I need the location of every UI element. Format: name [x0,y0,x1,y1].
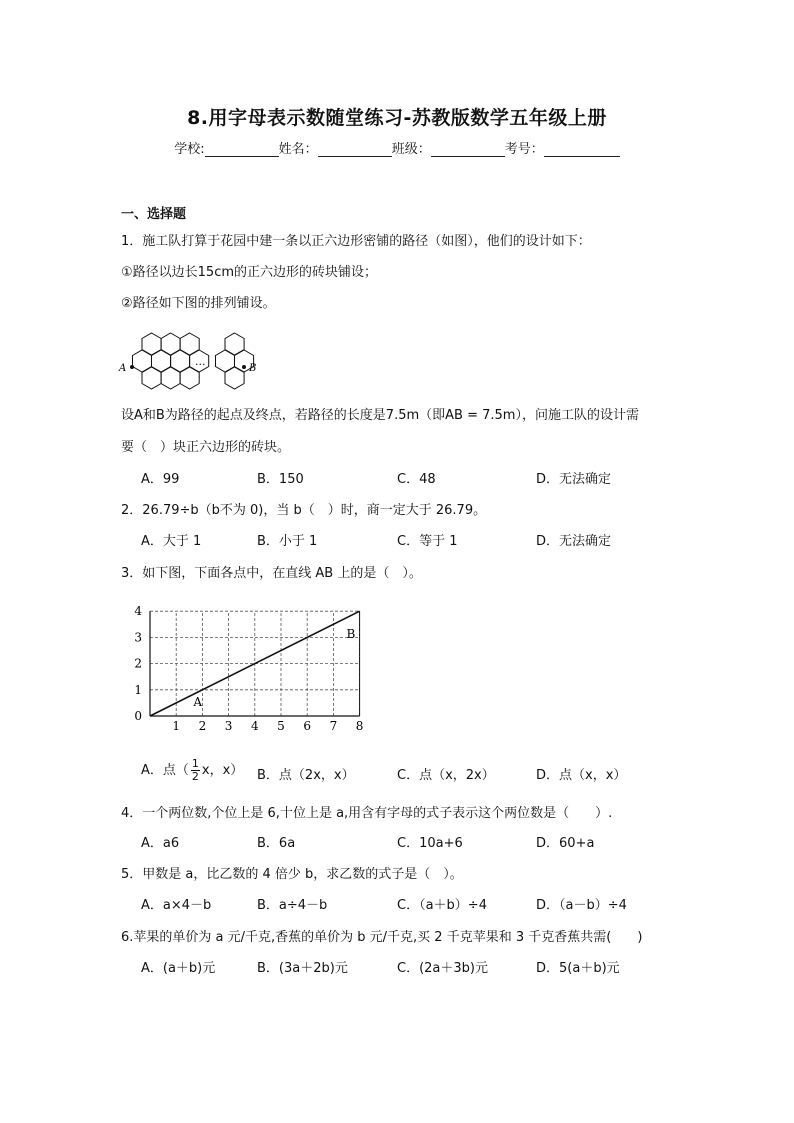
q3-option-b[interactable]: B．点（2x，x） [257,768,355,783]
y-tick-label: 4 [134,604,142,619]
q4-option-d[interactable]: D．60+a [536,836,595,851]
section-heading: 一、选择题 [121,207,187,222]
q6-option-a[interactable]: A．(a＋b)元 [141,961,216,976]
q1-option-c[interactable]: C．48 [397,472,436,487]
hexagon-tile [142,367,161,389]
y-tick-label: 3 [134,630,142,645]
q6-option-d[interactable]: D．5(a＋b)元 [536,961,620,976]
x-tick-label: 8 [355,719,364,733]
point-a-label: A [193,694,203,709]
q1-line3: 设A和B为路径的起点及终点，若路径的长度是7.5m（即AB = 7.5m），问施工队的设计需 [121,408,639,423]
q1-option-d[interactable]: D．无法确定 [536,472,612,487]
point-b-label: B [346,626,356,641]
q1-line4: 要（ ）块正六边形的砖块。 [121,440,291,455]
q1-line2: ②路径如下图的排列铺设。 [121,296,276,311]
q3-stem: 3．如下图，下面各点中，在直线 AB 上的是（ ）。 [121,566,422,581]
q5-option-c[interactable]: C．（a＋b）÷4 [397,898,487,913]
hexagon-tile [225,367,244,389]
q1-stem: 1．施工队打算于花园中建一条以正六边形密铺的路径（如图），他们的设计如下： [121,234,591,249]
hexagon-tiles [133,333,257,389]
q5-stem: 5．甲数是 a，比乙数的 4 倍少 b，求乙数的式子是（ ）。 [121,867,463,882]
q3-option-a-prefix: A．点（ [141,763,189,778]
y-tick-label: 0 [134,709,142,723]
point-a-dot [130,365,134,369]
q5-option-b[interactable]: B．a÷4－b [257,898,328,913]
x-tick-label: 1 [172,719,181,733]
class-blank[interactable] [431,142,505,157]
y-tick-label: 1 [134,682,142,697]
x-tick-label: 6 [303,719,312,733]
x-tick-label: 4 [250,719,259,733]
number-label: 考号： [504,142,544,157]
q4-stem: 4．一个两位数,个位上是 6,十位上是 a,用含有字母的式子表示这个两位数是（ ）. [121,806,613,821]
q2-option-d[interactable]: D．无法确定 [536,534,612,549]
q2-option-a[interactable]: A．大于 1 [141,534,202,549]
school-label: 学校: [174,142,205,157]
class-label: 班级： [391,142,431,157]
q6-option-c[interactable]: C．(2a＋3b)元 [397,961,488,976]
hexagon-path-figure [118,330,268,394]
q2-stem: 2．26.79÷b（b不为 0)，当 b（ ）时，商一定大于 26.79。 [121,503,487,518]
school-blank[interactable] [205,142,279,157]
q6-option-b[interactable]: B．(3a＋2b)元 [257,961,348,976]
number-blank[interactable] [544,142,620,157]
q2-option-c[interactable]: C．等于 1 [397,534,458,549]
x-tick-label: 5 [277,719,285,733]
q3-option-a-suffix: x，x） [201,763,244,778]
q5-option-a[interactable]: A．a×4－b [141,898,212,913]
q3-option-c[interactable]: C．点（x，2x） [397,768,495,783]
point-b-dot [242,365,246,369]
name-label: 姓名： [278,142,318,157]
student-info-line [0,138,794,157]
page-title: 8.用字母表示数随堂练习-苏教版数学五年级上册 [187,107,607,129]
q1-line1: ①路径以边长15cm的正六边形的砖块铺设； [121,265,378,280]
fraction-denominator: 2 [191,770,199,783]
hexagon-tile [161,367,180,389]
q4-option-b[interactable]: B．6a [257,836,296,851]
fraction-numerator: 1 [191,757,199,770]
q3-option-d[interactable]: D．点（x，x） [536,768,627,783]
coordinate-chart [125,600,375,740]
one-half-fraction [191,758,200,783]
x-tick-label: 2 [198,719,207,733]
q1-option-b[interactable]: B．150 [257,472,304,487]
q1-option-a[interactable]: A．99 [141,472,180,487]
y-tick-label: 2 [134,656,142,671]
q6-stem: 6.苹果的单价为 a 元/千克,香蕉的单价为 b 元/千克,买 2 千克苹果和 3 千克香蕉共需( ) [121,930,643,945]
point-a-label: A [119,363,127,374]
ellipsis: ··· [195,358,206,371]
q4-option-c[interactable]: C．10a+6 [397,836,463,851]
q4-option-a[interactable]: A．a6 [141,836,180,851]
name-blank[interactable] [318,142,392,157]
x-tick-label: 3 [224,719,233,733]
point-b-label: B [249,363,257,374]
q2-option-b[interactable]: B．小于 1 [257,534,318,549]
q3-option-a[interactable] [141,758,243,783]
q5-option-d[interactable]: D．（a－b）÷4 [536,898,627,913]
x-tick-label: 7 [329,719,338,733]
